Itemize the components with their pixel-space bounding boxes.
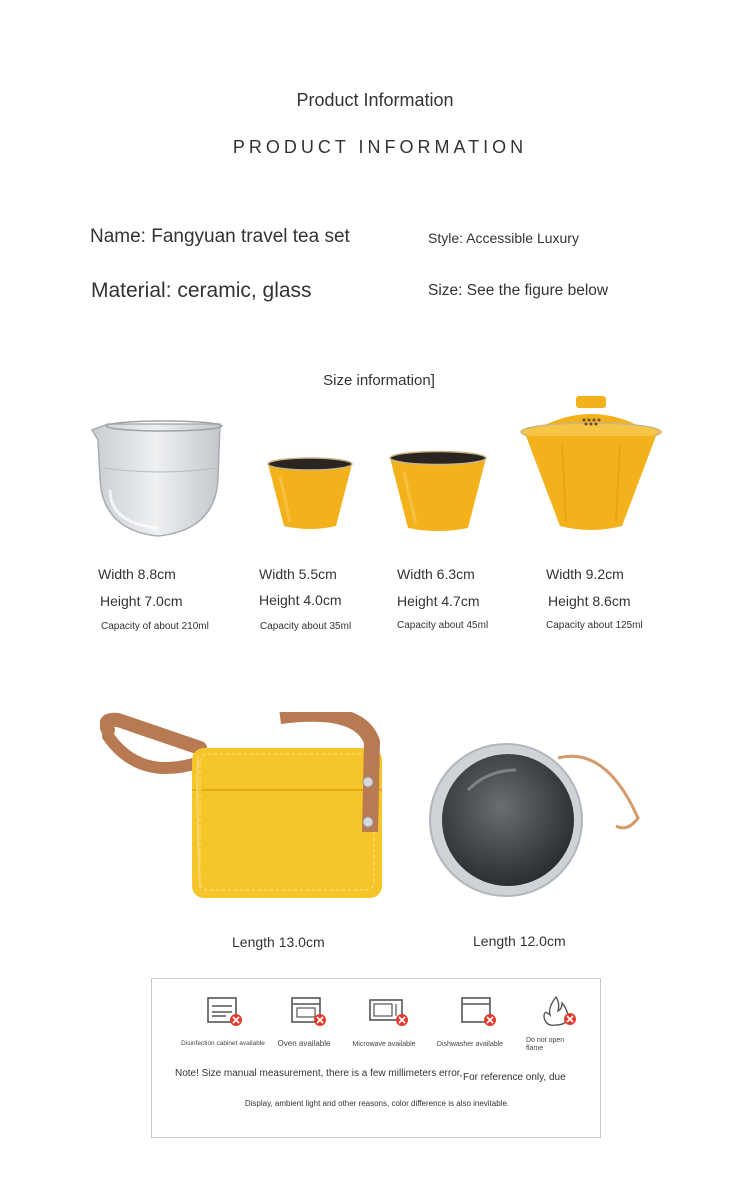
item-2-capacity: Capacity about 35ml <box>260 621 352 632</box>
spec-material: Material: ceramic, glass <box>91 279 312 302</box>
spec-name: Name: Fangyuan travel tea set <box>90 226 350 247</box>
item-3-width: Width 6.3cm <box>397 566 475 582</box>
item-4-width: Width 9.2cm <box>546 566 624 582</box>
item-3-height: Height 4.7cm <box>397 593 480 609</box>
item-1-height: Height 7.0cm <box>100 593 183 609</box>
spec-size: Size: See the figure below <box>428 282 609 299</box>
round-case-image <box>428 740 644 900</box>
case-2-length: Length 12.0cm <box>473 933 566 949</box>
dishwasher-label: Dishwasher available <box>436 1041 504 1048</box>
item-4-capacity: Capacity about 125ml <box>546 620 643 631</box>
page-subtitle: PRODUCT INFORMATION <box>232 137 528 157</box>
disinfection-cabinet-label: Disinfection cabinet available <box>181 1040 265 1047</box>
dishwasher-icon <box>458 994 498 1028</box>
microwave-icon <box>368 994 410 1028</box>
note-line-1: Note! Size manual measurement, there is a few millimeters error, <box>175 1068 463 1079</box>
size-heading: Size information] <box>323 372 435 389</box>
small-cup-image <box>266 456 354 534</box>
item-1-capacity: Capacity of about 210ml <box>101 621 209 632</box>
item-3-capacity: Capacity about 45ml <box>397 620 489 631</box>
item-2-height: Height 4.0cm <box>259 592 342 608</box>
leather-case-image <box>100 712 390 902</box>
item-1-width: Width 8.8cm <box>98 566 176 582</box>
item-2-width: Width 5.5cm <box>259 566 337 582</box>
glass-pitcher-image <box>88 418 228 543</box>
oven-label: Oven available <box>277 1039 331 1048</box>
care-notice-box <box>151 978 601 1138</box>
open-flame-icon <box>538 993 578 1029</box>
item-4-height: Height 8.6cm <box>548 593 631 609</box>
medium-cup-image <box>388 450 488 536</box>
spec-style: Style: Accessible Luxury <box>428 230 579 246</box>
note-line-2: For reference only, due <box>463 1072 566 1083</box>
page-title: Product Information <box>296 90 454 110</box>
open-flame-label: Do not open flame <box>526 1037 565 1052</box>
case-1-length: Length 13.0cm <box>232 934 325 950</box>
disinfection-cabinet-icon <box>204 994 244 1028</box>
microwave-label: Microwave available <box>352 1041 416 1048</box>
note-line-3: Display, ambient light and other reasons, color difference is also inevitable. <box>244 1099 510 1108</box>
gaiwan-image <box>518 394 664 534</box>
oven-icon <box>288 994 328 1028</box>
